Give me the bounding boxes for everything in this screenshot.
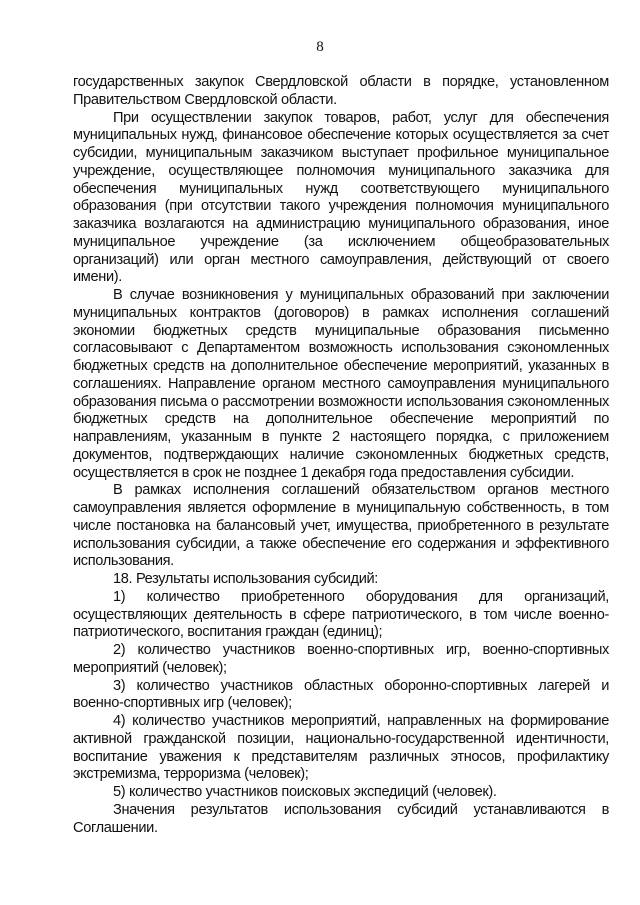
paragraph-continuation: государственных закупок Свердловской области в порядке, установленном Правительством Свердловской области. [73,74,609,108]
result-item-3: 3) количество участников областных оборонно-спортивных лагерей и военно-спортивных игр (человек); [73,677,609,712]
paragraph-property: В рамках исполнения соглашений обязательством органов местного самоуправления является оформление в муниципальную собственность, в том числе постановка на балансовый учет, имущества, приобретенного в результате использования субсидии, а также обеспечение его содержания и эффективного использования. [73,482,609,570]
paragraph-savings: В случае возникновения у муниципальных образований при заключении муниципальных контрактов (договоров) в рамках исполнения соглашений экономии бюджетных средств муниципальные образования письменно согласовывают с Департаментом возможность использования сэкономленных бюджетных средств на дополнительное обеспечение мероприятий, указанных в соглашениях. Направление органом местного самоуправления муниципального образования письма о рассмотрении возможности использования сэкономленных бюджетных средств на дополнительное обеспечение мероприятий по направлениям, указанным в пункте 2 настоящего порядка, с приложением документов, подтверждающих наличие сэкономленных бюджетных средств, осуществляется в срок не позднее 1 декабря года предоставления субсидии. [73,287,609,481]
paragraph-procurement: При осуществлении закупок товаров, работ, услуг для обеспечения муниципальных нужд, финансовое обеспечение которых осуществляется за счет субсидии, муниципальным заказчиком выступает профильное муниципальное учреждение, осуществляющее полномочия муниципального заказчика для обеспечения муниципальных нужд соответствующего муниципального образования (при отсутствии такого учреждения полномочия муниципального заказчика возлагаются на администрацию муниципального образования, иное муниципальное учреждение (за исключением общеобразовательных организаций) или орган местного самоуправления, действующий от своего имени). [73,109,609,286]
result-item-4: 4) количество участников мероприятий, направленных на формирование активной гражданской позиции, национально-государственной идентичности, воспитание уважения к представителям различных этносов, профилактику экстремизма, терроризма (человек); [73,713,609,783]
document-body [73,74,609,837]
result-item-1: 1) количество приобретенного оборудования для организаций, осуществляющих деятельность в сфере патриотического, в том числе военно-патриотического, воспитания граждан (единиц); [73,588,609,641]
result-item-2: 2) количество участников военно-спортивных игр, военно-спортивных мероприятий (человек); [73,642,609,676]
result-item-5: 5) количество участников поисковых экспедиций (человек). [113,784,497,800]
page-number: 8 [316,39,324,55]
paragraph-values: Значения результатов использования субсидий устанавливаются в Соглашении. [73,801,609,836]
section-heading-18: 18. Результаты использования субсидий: [113,571,379,587]
